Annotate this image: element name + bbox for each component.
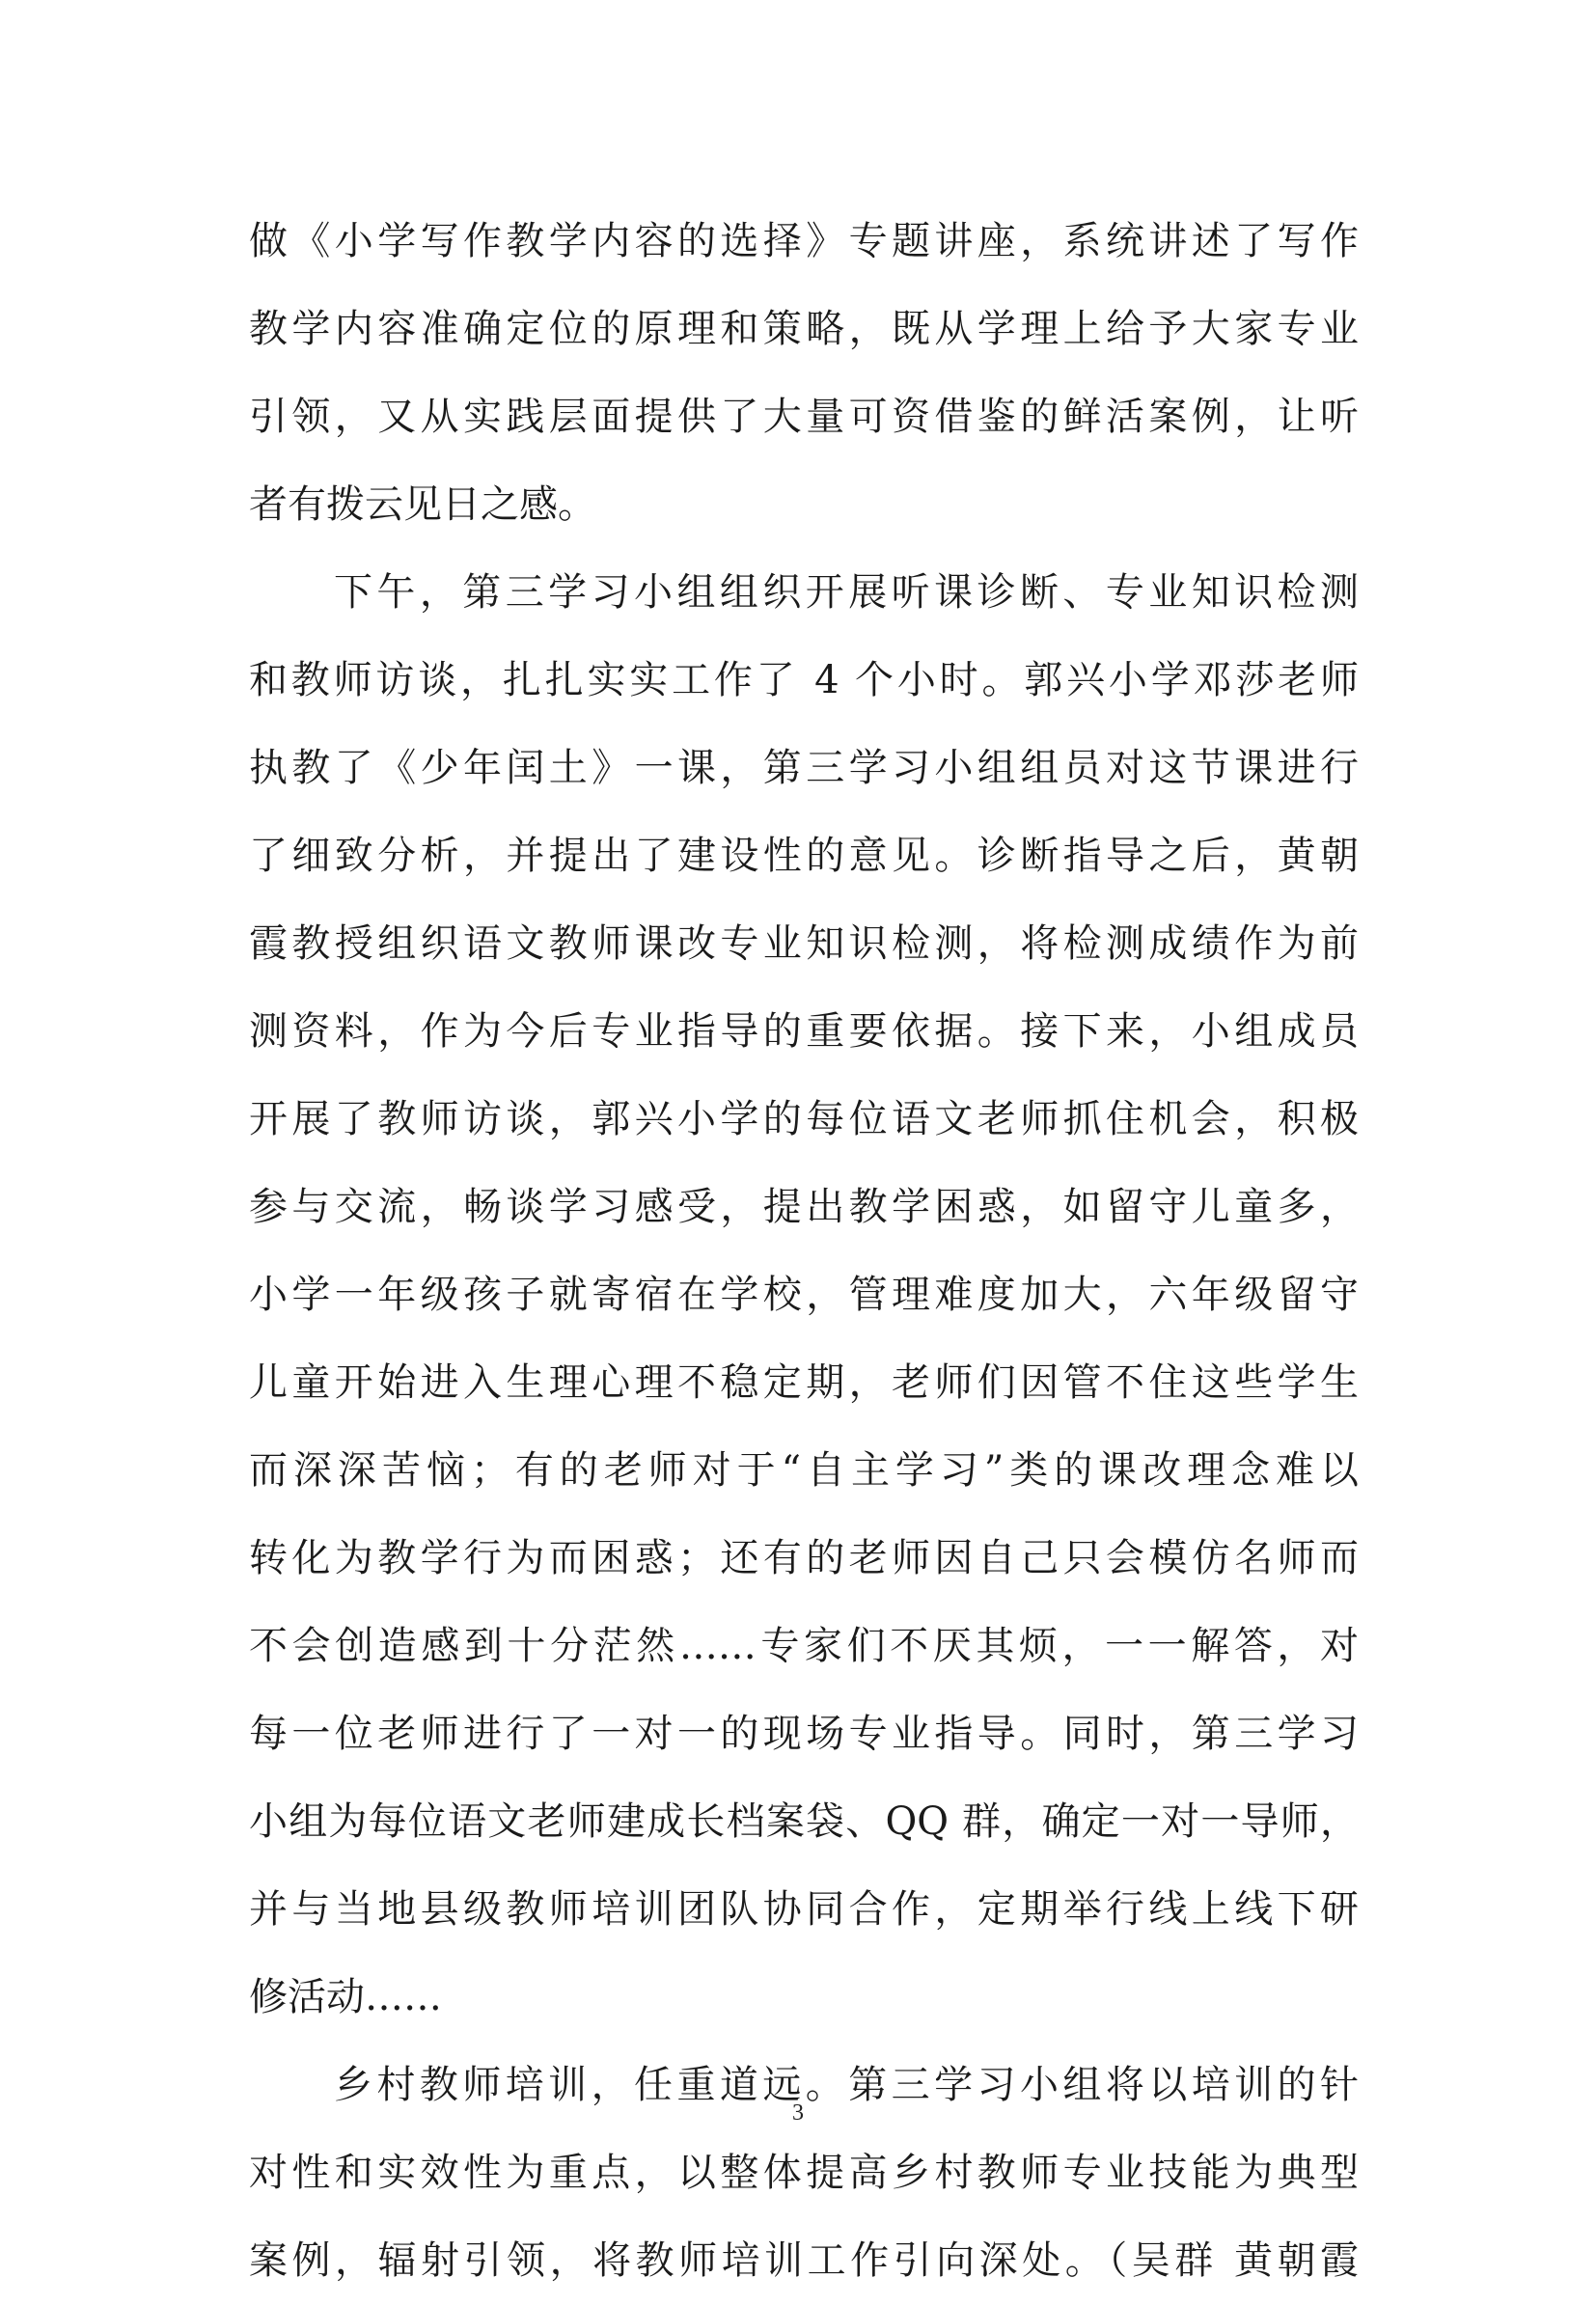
paragraph-2 [249, 549, 1359, 2042]
text-line: 案例，辐射引领，将教师培训工作引向深处。（吴群 黄朝霞 [249, 2238, 1359, 2283]
text-line: 对性和实效性为重点，以整体提高乡村教师专业技能为典型 [249, 2151, 1359, 2195]
text-line: 而深深苦恼；有的老师对于“自主学习”类的课改理念难以 [249, 1448, 1359, 1493]
text-line: 者有拨云见日之感。 [249, 482, 596, 527]
text-line: 执教了《少年闰土》一课，第三学习小组组员对这节课进行 [249, 746, 1359, 790]
text-line: 做《小学写作教学内容的选择》专题讲座，系统讲述了写作 [249, 219, 1359, 263]
text-line: 儿童开始进入生理心理不稳定期，老师们因管不住这些学生 [249, 1360, 1359, 1405]
text-line: 不会创造感到十分茫然……专家们不厌其烦，一一解答，对 [249, 1624, 1359, 1668]
text-line: 乡村教师培训，任重道远。第三学习小组将以培训的针 [334, 2063, 1359, 2107]
text-line: 引领，又从实践层面提供了大量可资借鉴的鲜活案例，让听 [249, 395, 1359, 439]
text-line: 和教师访谈，扎扎实实工作了 4 个小时。郭兴小学邓莎老师 [249, 658, 1359, 702]
text-line: 小组为每位语文老师建成长档案袋、QQ 群，确定一对一导师， [249, 1799, 1359, 1844]
text-line: 转化为教学行为而困惑；还有的老师因自己只会模仿名师而 [249, 1536, 1359, 1580]
text-line: 小学一年级孩子就寄宿在学校，管理难度加大，六年级留守 [249, 1273, 1359, 1317]
page-number: 3 [792, 2100, 804, 2126]
paragraph-1 [249, 198, 1359, 549]
text-line: 并与当地县级教师培训团队协同合作，定期举行线上线下研 [249, 1887, 1359, 1932]
body-text [249, 198, 1359, 2305]
text-line: 了细致分析，并提出了建设性的意见。诊断指导之后，黄朝 [249, 834, 1359, 878]
text-line: 每一位老师进行了一对一的现场专业指导。同时，第三学习 [249, 1712, 1359, 1756]
paragraph-3 [249, 2042, 1359, 2305]
text-line: 霞教授组织语文教师课改专业知识检测，将检测成绩作为前 [249, 921, 1359, 966]
text-line: 教学内容准确定位的原理和策略，既从学理上给予大家专业 [249, 307, 1359, 351]
text-line: 开展了教师访谈，郭兴小学的每位语文老师抓住机会，积极 [249, 1097, 1359, 1141]
text-line: 参与交流，畅谈学习感受，提出教学困惑，如留守儿童多， [249, 1185, 1359, 1229]
text-line: 下午，第三学习小组组织开展听课诊断、专业知识检测 [334, 570, 1359, 615]
text-line: 测资料，作为今后专业指导的重要依据。接下来，小组成员 [249, 1009, 1359, 1054]
text-line: 修活动…… [249, 1975, 442, 2019]
